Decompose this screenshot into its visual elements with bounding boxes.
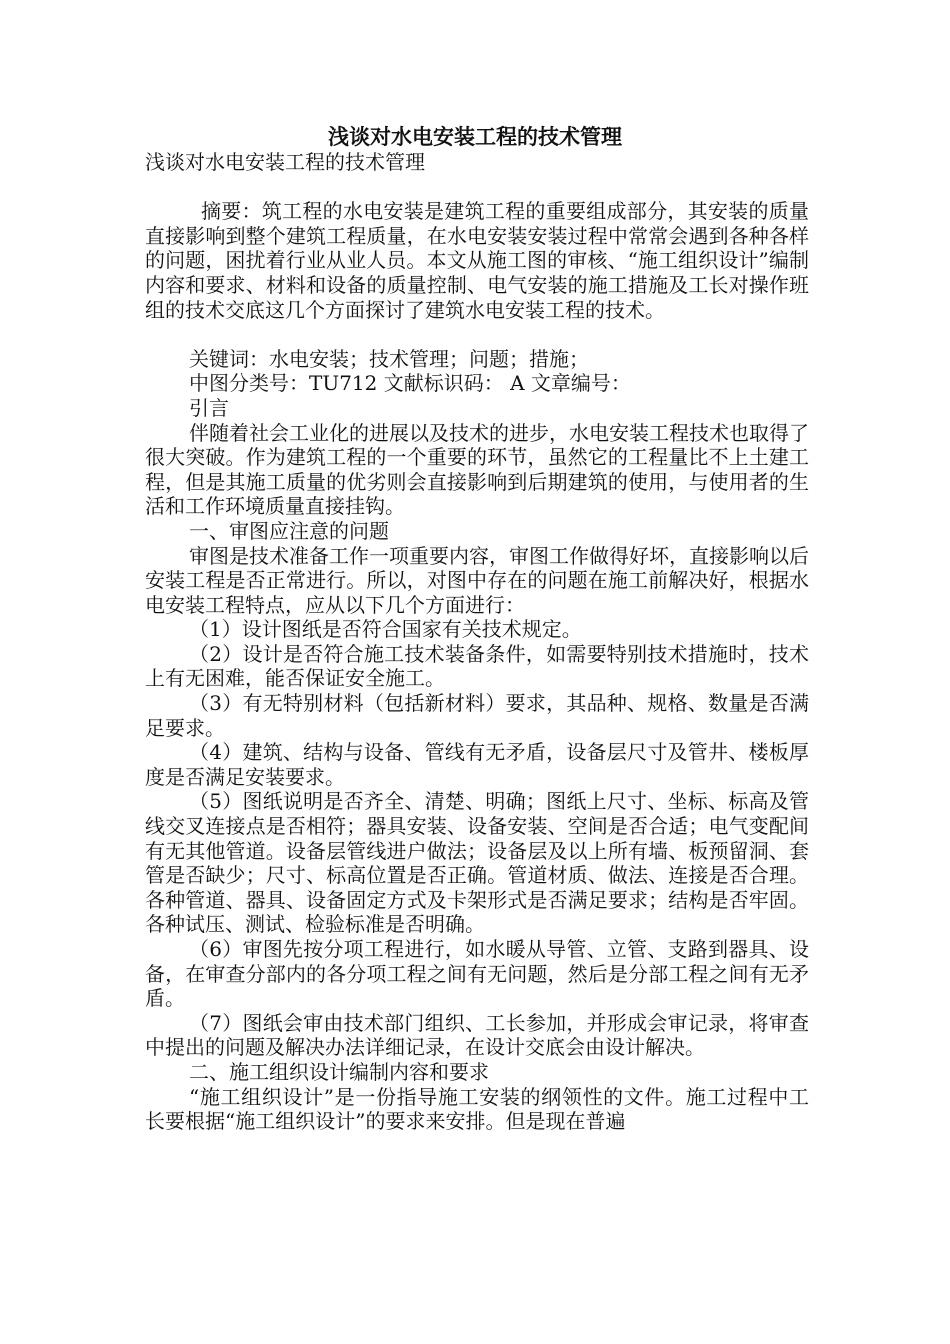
document-body — [145, 150, 809, 1134]
document-subtitle: 浅谈对水电安装工程的技术管理 — [145, 150, 425, 174]
blank-line — [145, 322, 809, 347]
section1-item: （7）图纸会审由技术部门组织、工长参加，并形成会审记录，将审查中提出的问题及解决办法详细记录，在设计交底会由设计解决。 — [145, 1010, 809, 1060]
keywords-line: 关键词：水电安装；技术管理；问题；措施； — [189, 346, 589, 371]
section1-item: （3）有无特别材料（包括新材料）要求，其品种、规格、数量是否满足要求。 — [145, 691, 809, 740]
intro-heading: 引言 — [189, 395, 229, 420]
classification-line: 中图分类号：TU712 文献标识码： A 文章编号： — [189, 371, 631, 396]
section1-item: （4）建筑、结构与设备、管线有无矛盾，设备层尺寸及管井、楼板厚度是否满足安装要求。 — [145, 740, 809, 789]
section1-heading: 一、审图应注意的问题 — [189, 518, 389, 543]
section1-item: （5）图纸说明是否齐全、清楚、明确；图纸上尺寸、坐标、标高及管线交叉连接点是否相符；器具安装、设备安装、空间是否合适；电气变配间有无其他管道。设备层管线进户做法；设备层及以上所有墙、板预留洞、套管是否缺少；尺寸、标高位置是否正确。管道材质、做法、连接是否合理。各种管道、器具、设备固定方式及卡架形式是否满足要求；结构是否牢固。各种试压、测试、检验标准是否明确。 — [145, 789, 809, 937]
abstract-paragraph: 摘要：筑工程的水电安装是建筑工程的重要组成部分，其安装的质量直接影响到整个建筑工程质量，在水电安装安装过程中常常会遇到各种各样的问题，困扰着行业从业人员。本文从施工图的审核、“施工组织设计”编制内容和要求、材料和设备的质量控制、电气安装的施工措施及工长对操作班组的技术交底这几个方面探讨了建筑水电安装工程的技术。 — [145, 199, 809, 322]
section2-heading: 二、施工组织设计编制内容和要求 — [189, 1059, 489, 1084]
section1-item: （1）设计图纸是否符合国家有关技术规定。 — [189, 617, 582, 642]
intro-paragraph: 伴随着社会工业化的进展以及技术的进步，水电安装工程技术也取得了很大突破。作为建筑工程的一个重要的环节，虽然它的工程量比不上土建工程，但是其施工质量的优劣则会直接影响到后期建筑的使用，与使用者的生活和工作环境质量直接挂钩。 — [145, 420, 809, 519]
blank-line — [145, 175, 809, 200]
section2-paragraph: “施工组织设计”是一份指导施工安装的纲领性的文件。施工过程中工长要根据“施工组织设计”的要求来安排。但是现在普遍 — [145, 1084, 809, 1134]
document-title: 浅谈对水电安装工程的技术管理 — [328, 125, 622, 149]
section1-item: （2）设计是否符合施工技术装备条件，如需要特别技术措施时，技术上有无困难，能否保证安全施工。 — [145, 641, 809, 691]
section1-paragraph: 审图是技术准备工作一项重要内容，审图工作做得好坏，直接影响以后安装工程是否正常进行。所以，对图中存在的问题在施工前解决好，根据水电安装工程特点，应从以下几个方面进行： — [145, 543, 809, 617]
section1-item: （6）审图先按分项工程进行，如水暖从导管、立管、支路到器具、设备，在审查分部内的各分项工程之间有无问题，然后是分部工程之间有无矛盾。 — [145, 937, 809, 1011]
